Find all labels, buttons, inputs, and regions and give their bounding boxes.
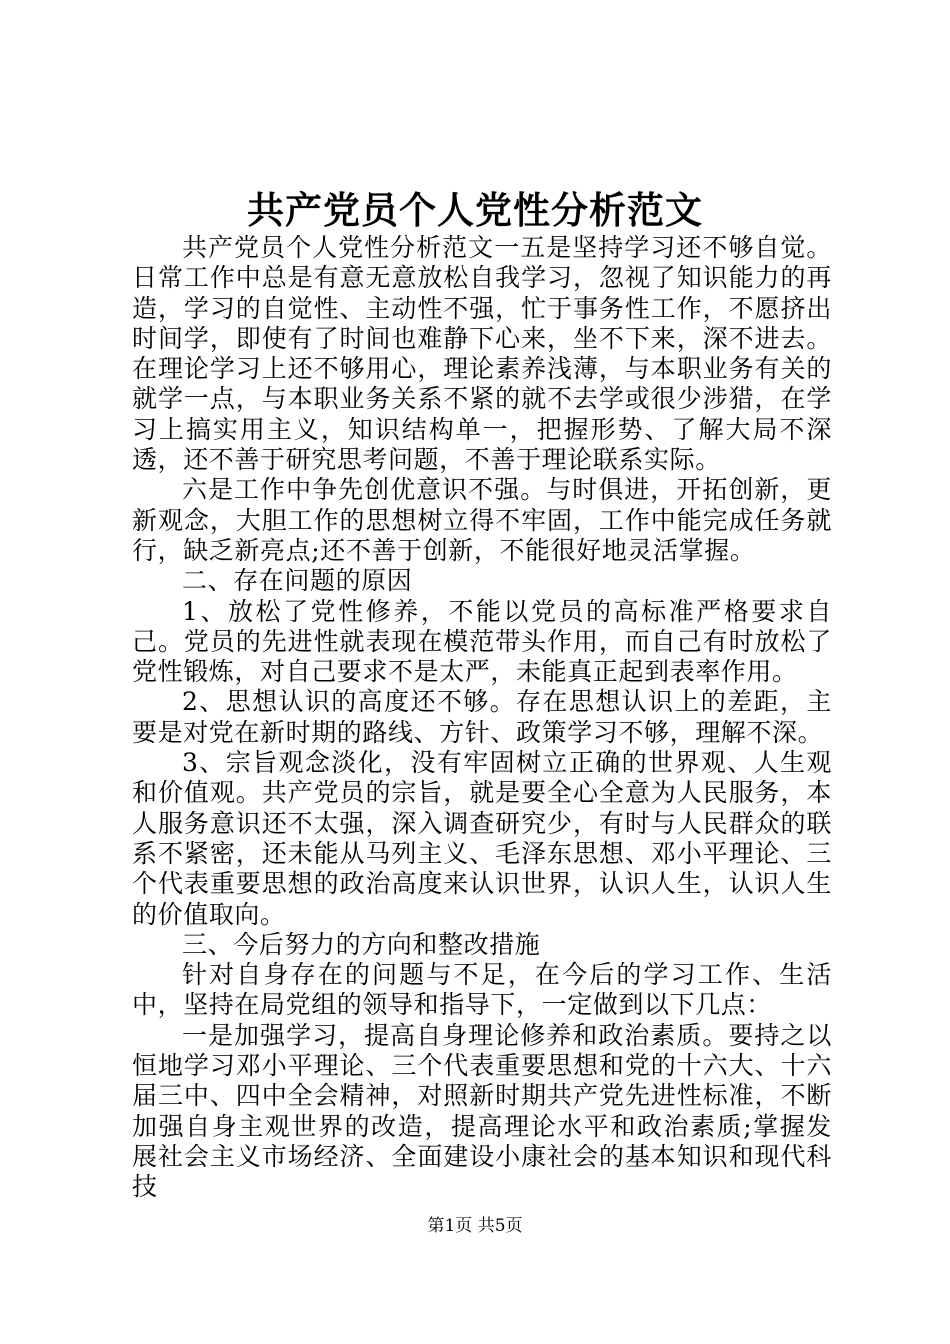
paragraph: 共产党员个人党性分析范文一五是坚持学习还不够自觉。日常工作中总是有意无意放松自我学习，忽视了知识能力的再造，学习的自觉性、主动性不强，忙于事务性工作，不愿挤出时间学，即使有了时间也难静下心来，坐不下来，深不进去。在理论学习上还不够用心，理论素养浅薄，与本职业务有关的就学一点，与本职业务关系不紧的就不去学或很少涉猎，在学习上搞实用主义，知识结构单一，把握形势、了解大局不深透，还不善于研究思考问题，不善于理论联系实际。 xyxy=(132,233,832,475)
paragraph: 2、思想认识的高度还不够。存在思想认识上的差距，主要是对党在新时期的路线、方针、政策学习不够，理解不深。 xyxy=(132,687,832,747)
paragraph: 一是加强学习，提高自身理论修养和政治素质。要持之以恒地学习邓小平理论、三个代表重要思想和党的十六大、十六届三中、四中全会精神，对照新时期共产党先进性标准，不断加强自身主观世界的改造，提高理论水平和政治素质;掌握发展社会主义市场经济、全面建设小康社会的基本知识和现代科技 xyxy=(132,1020,832,1202)
section-heading: 二、存在问题的原因 xyxy=(182,566,413,596)
paragraph: 六是工作中争先创优意识不强。与时俱进，开拓创新，更新观念，大胆工作的思想树立得不牢固，工作中能完成任务就行，缺乏新亮点;还不善于创新，不能很好地灵活掌握。 xyxy=(132,475,832,565)
document-body xyxy=(132,233,832,1203)
section-heading: 三、今后努力的方向和整改措施 xyxy=(182,929,541,959)
paragraph: 针对自身存在的问题与不足，在今后的学习工作、生活中，坚持在局党组的领导和指导下，一定做到以下几点： xyxy=(132,960,832,1020)
page-number-footer: 第1页 共5页 xyxy=(427,1216,523,1236)
paragraph: 3、宗旨观念淡化，没有牢固树立正确的世界观、人生观和价值观。共产党员的宗旨，就是要全心全意为人民服务，本人服务意识还不太强，深入调查研究少，有时与人民群众的联系不紧密，还未能从马列主义、毛泽东思想、邓小平理论、三个代表重要思想的政治高度来认识世界，认识人生，认识人生的价值取向。 xyxy=(132,748,832,929)
document-title: 共产党员个人党性分析范文 xyxy=(247,188,703,232)
paragraph: 1、放松了党性修养，不能以党员的高标准严格要求自己。党员的先进性就表现在模范带头作用，而自己有时放松了党性锻炼，对自己要求不是太严，未能真正起到表率作用。 xyxy=(132,596,832,687)
